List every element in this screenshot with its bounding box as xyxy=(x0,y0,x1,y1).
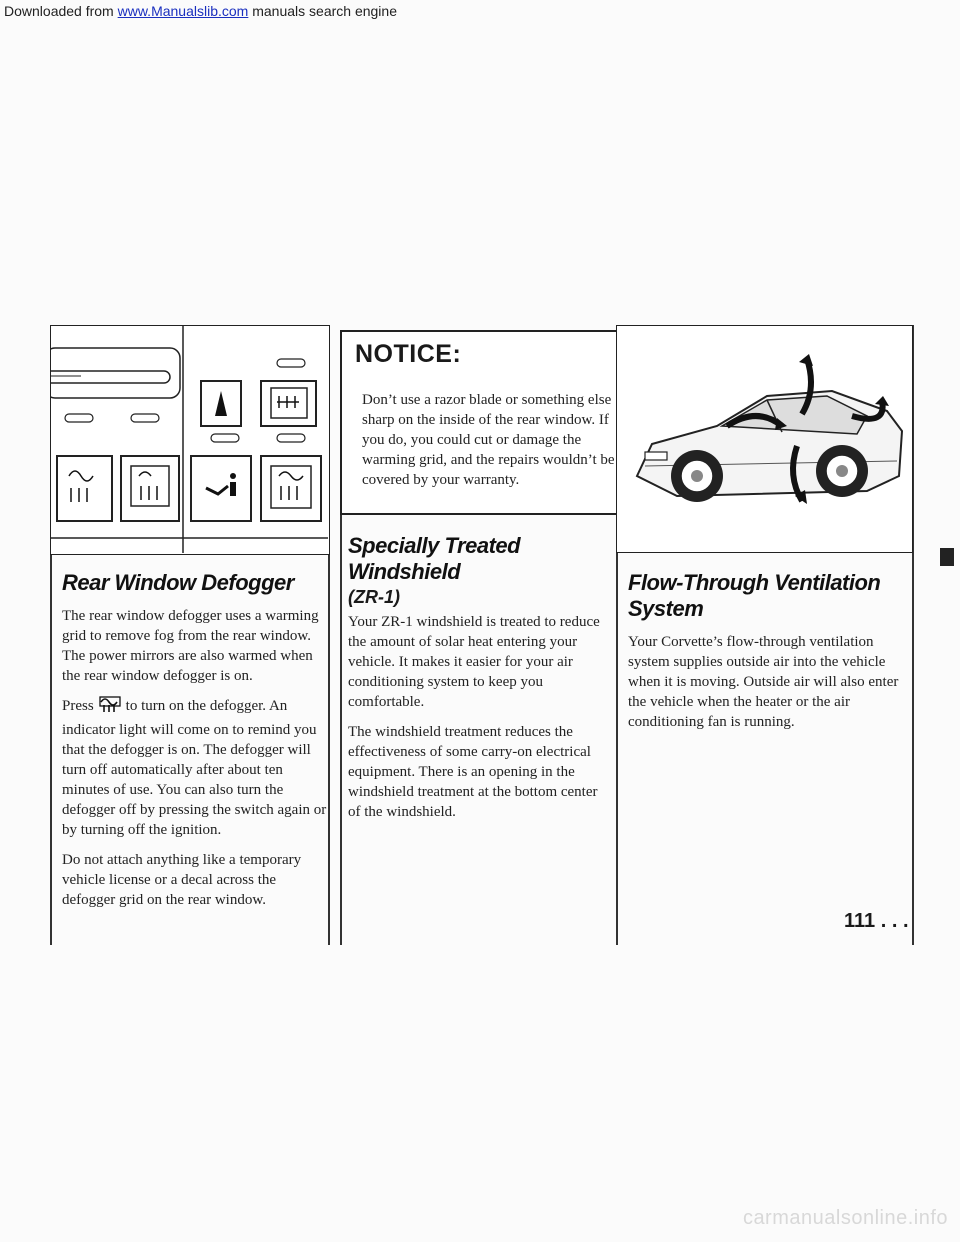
ventilation-section xyxy=(628,570,911,742)
ventilation-heading-line2: System xyxy=(628,596,704,621)
ventilation-para1: Your Corvette’s flow-through ventilation system supplies outside air into the vehicle when it is moving. Outside air will also enter the vehicle when the heater or the air conditioning fan is running. xyxy=(628,634,899,730)
windshield-heading: Specially Treated Windshield xyxy=(348,533,521,584)
notice-title: NOTICE: xyxy=(355,340,462,368)
rear-defogger-para3: Do not attach anything like a temporary vehicle license or a decal across the defogger grid on the rear window. xyxy=(62,852,302,908)
section-tab-marker xyxy=(940,548,954,566)
windshield-para2: The windshield treatment reduces the effectiveness of some carry-on electrical equipment. There is an opening in the windshield treatment at the bottom center of the windshield. xyxy=(348,724,598,820)
car-airflow-icon xyxy=(617,326,911,551)
defogger-control-panel-icon xyxy=(51,326,328,553)
press-label: Press xyxy=(62,698,94,714)
page-number: 111 . . . xyxy=(844,910,909,932)
rear-defogger-section xyxy=(62,570,327,920)
windshield-section xyxy=(348,533,610,832)
car-ventilation-illustration xyxy=(616,325,913,553)
rear-defogger-para1: The rear window defogger uses a warming grid to remove fog from the rear window. The power mirrors are also warmed when the rear window defogger is on. xyxy=(62,608,319,684)
rear-defogger-heading: Rear Window Defogger xyxy=(62,570,294,595)
windshield-subheading: (ZR-1) xyxy=(348,587,400,607)
notice-box xyxy=(340,330,627,515)
rear-defogger-para2 xyxy=(62,696,327,840)
windshield-para1: Your ZR-1 windshield is treated to reduce the amount of solar heat entering your vehicle. It makes it easier for your air conditioning system to keep you comfortable. xyxy=(348,614,600,710)
header-suffix: manuals search engine xyxy=(252,3,397,19)
watermark: carmanualsonline.info xyxy=(742,1207,948,1229)
manualslib-link[interactable]: www.Manualslib.com xyxy=(117,3,249,19)
header-prefix: Downloaded from xyxy=(4,3,114,19)
notice-text: Don’t use a razor blade or something else sharp on the inside of the rear window. If you do, you could cut or damage the warming grid, and the repairs wouldn’t be covered by your warranty. xyxy=(362,392,615,488)
rear-defog-icon xyxy=(98,696,122,720)
press-rest: to turn on the defogger. An indicator light will come on to remind you that the defogger is on. The defogger will turn off automatically after about ten minutes of use. You can also turn the defogger off by pressing the switch again or by turning off the ignition. xyxy=(62,698,327,838)
defogger-panel-illustration xyxy=(50,325,330,555)
download-header xyxy=(0,0,704,22)
ventilation-heading-line1: Flow-Through Ventilation xyxy=(628,570,881,595)
